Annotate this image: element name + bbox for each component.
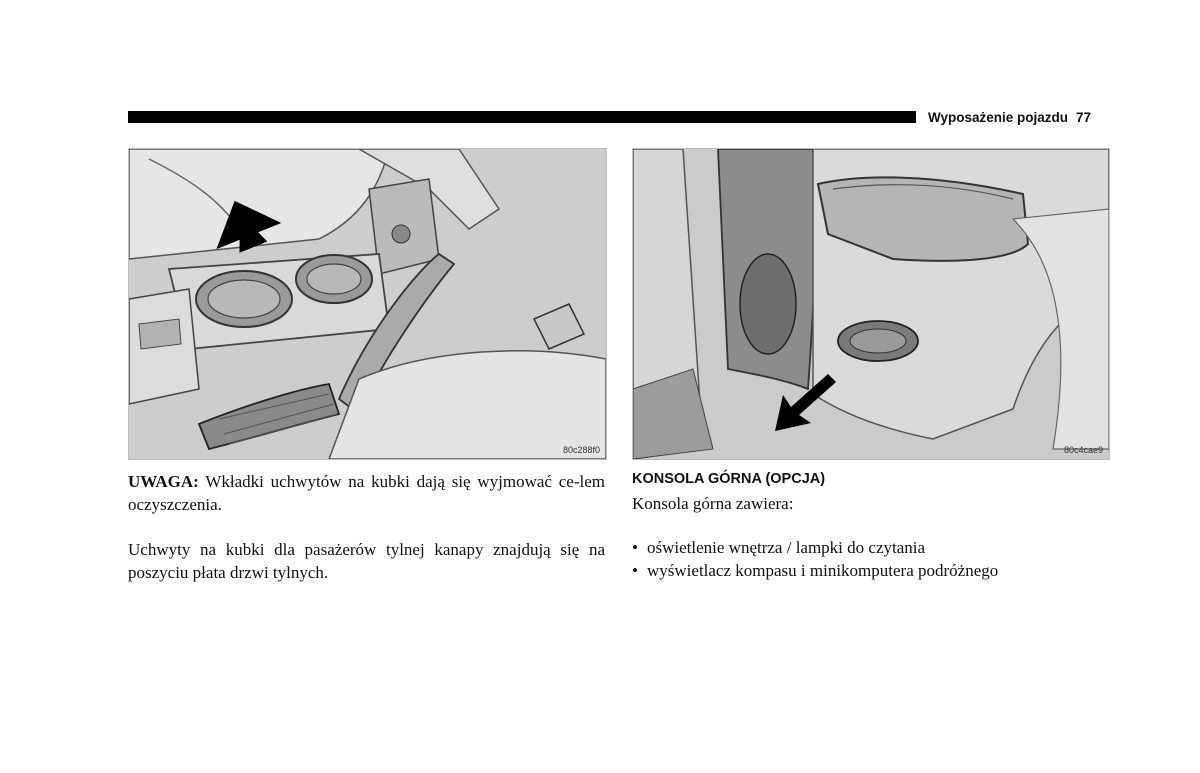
- figure-code: 80c288f0: [562, 445, 600, 455]
- section-title: KONSOLA GÓRNA (OPCJA): [632, 471, 826, 487]
- cup-holder-illustration: [128, 148, 607, 460]
- door-cup-holder-illustration: [632, 148, 1110, 460]
- feature-list: [632, 536, 1108, 582]
- note-text: Wkładki uchwytów na kubki dają się wyjmować ce-lem oczyszczenia.: [128, 472, 605, 514]
- page-number: 77: [1076, 110, 1092, 125]
- running-header: [928, 109, 1091, 127]
- section-name: Wyposażenie pojazdu: [928, 110, 1069, 125]
- door-panel-drawing: [633, 149, 1109, 459]
- note-paragraph: [128, 470, 605, 516]
- intro-paragraph: Konsola górna zawiera:: [632, 494, 794, 513]
- note-label: UWAGA:: [128, 472, 199, 491]
- header-rule: [128, 111, 916, 123]
- figure-code: 80c4cae9: [1063, 445, 1103, 455]
- console-drawing: [129, 149, 606, 459]
- list-item: • oświetlenie wnętrza / lampki do czytania: [632, 536, 1108, 559]
- list-item: • wyświetlacz kompasu i minikomputera podróżnego: [632, 559, 1108, 582]
- rear-cup-holder-paragraph: Uchwyty na kubki dla pasażerów tylnej kanapy znajdują się na poszyciu płata drzwi tylnych.: [128, 540, 605, 582]
